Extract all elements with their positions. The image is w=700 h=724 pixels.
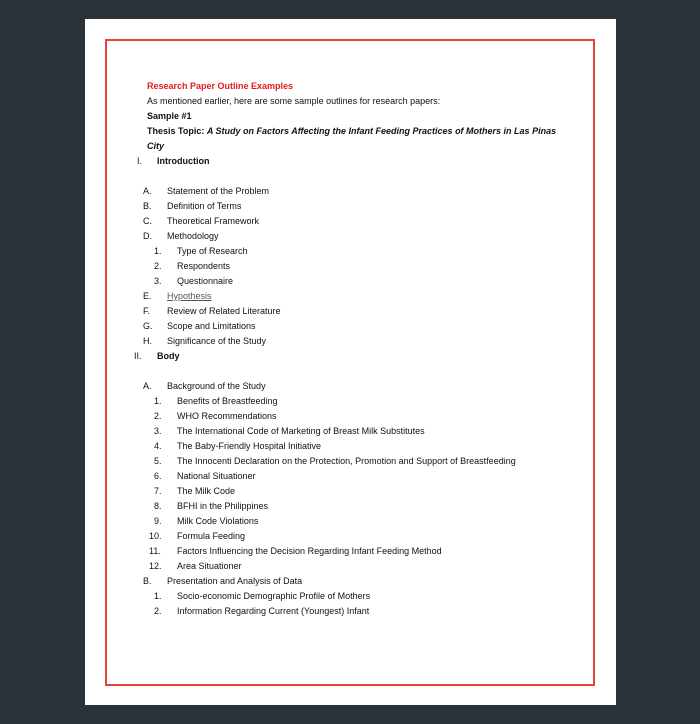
item-marker: 3.: [154, 426, 162, 436]
list-item: Benefits of Breastfeeding: [177, 396, 278, 406]
list-item: Review of Related Literature: [167, 306, 281, 316]
list-item: The Innocenti Declaration on the Protection, Promotion and Support of Breastfeeding: [177, 456, 516, 466]
list-item: The International Code of Marketing of Breast Milk Substitutes: [177, 426, 425, 436]
section-number: I.: [137, 156, 143, 166]
list-item: Information Regarding Current (Youngest) Infant: [177, 606, 370, 616]
list-item: Respondents: [177, 261, 231, 271]
list-item: Socio-economic Demographic Profile of Mothers: [177, 591, 371, 601]
list-item: Background of the Study: [167, 381, 266, 391]
list-item: Theoretical Framework: [167, 216, 260, 226]
item-marker: 1.: [154, 246, 162, 256]
list-item: WHO Recommendations: [177, 411, 277, 421]
item-marker: 4.: [154, 441, 162, 451]
item-marker: 6.: [154, 471, 162, 481]
section-number: II.: [134, 351, 142, 361]
list-item: Formula Feeding: [177, 531, 246, 541]
list-item: Definition of Terms: [167, 201, 242, 211]
list-item: Scope and Limitations: [167, 321, 256, 331]
item-marker: A.: [143, 381, 152, 391]
item-marker: G.: [143, 321, 153, 331]
item-marker: 12.: [149, 561, 162, 571]
sample-label: Sample #1: [147, 111, 192, 121]
list-item: The Milk Code: [177, 486, 236, 496]
list-item: BFHI in the Philippines: [177, 501, 269, 511]
item-marker: E.: [143, 291, 152, 301]
section-title: Introduction: [157, 156, 210, 166]
thesis-label: Thesis Topic:: [147, 126, 205, 136]
thesis-topic: A Study on Factors Affecting the Infant Feeding Practices of Mothers in Las Pinas: [206, 126, 557, 136]
item-marker: 11.: [149, 546, 161, 556]
list-item: Factors Influencing the Decision Regarding Infant Feeding Method: [177, 546, 442, 556]
item-marker: 10.: [149, 531, 162, 541]
list-item: Area Situationer: [177, 561, 242, 571]
item-marker: D.: [143, 231, 152, 241]
list-item: Questionnaire: [177, 276, 234, 286]
intro-text: As mentioned earlier, here are some sample outlines for research papers:: [147, 96, 441, 106]
thesis-topic-continued: City: [147, 141, 165, 151]
item-marker: 1.: [154, 396, 162, 406]
item-marker: B.: [143, 201, 152, 211]
outline-heading: Research Paper Outline Examples: [147, 81, 294, 91]
list-item: Significance of the Study: [167, 336, 267, 346]
item-marker: B.: [143, 576, 152, 586]
item-marker: 7.: [154, 486, 162, 496]
item-marker: C.: [143, 216, 152, 226]
item-marker: 2.: [154, 261, 162, 271]
list-item: Type of Research: [177, 246, 248, 256]
item-marker: F.: [143, 306, 151, 316]
thesis-line: [147, 126, 556, 137]
list-item: Milk Code Violations: [177, 516, 259, 526]
item-marker: 8.: [154, 501, 162, 511]
item-marker: A.: [143, 186, 152, 196]
list-item: The Baby-Friendly Hospital Initiative: [177, 441, 322, 451]
item-marker: 5.: [154, 456, 162, 466]
section-title: Body: [157, 351, 180, 361]
list-item: Methodology: [167, 231, 219, 241]
list-item: Presentation and Analysis of Data: [167, 576, 303, 586]
item-marker: 2.: [154, 411, 162, 421]
item-marker: H.: [143, 336, 152, 346]
item-marker: 2.: [154, 606, 162, 616]
hypothesis-link[interactable]: Hypothesis: [167, 291, 212, 301]
list-item: Statement of the Problem: [167, 186, 270, 196]
item-marker: 1.: [154, 591, 162, 601]
item-marker: 3.: [154, 276, 162, 286]
list-item: National Situationer: [177, 471, 256, 481]
item-marker: 9.: [154, 516, 162, 526]
